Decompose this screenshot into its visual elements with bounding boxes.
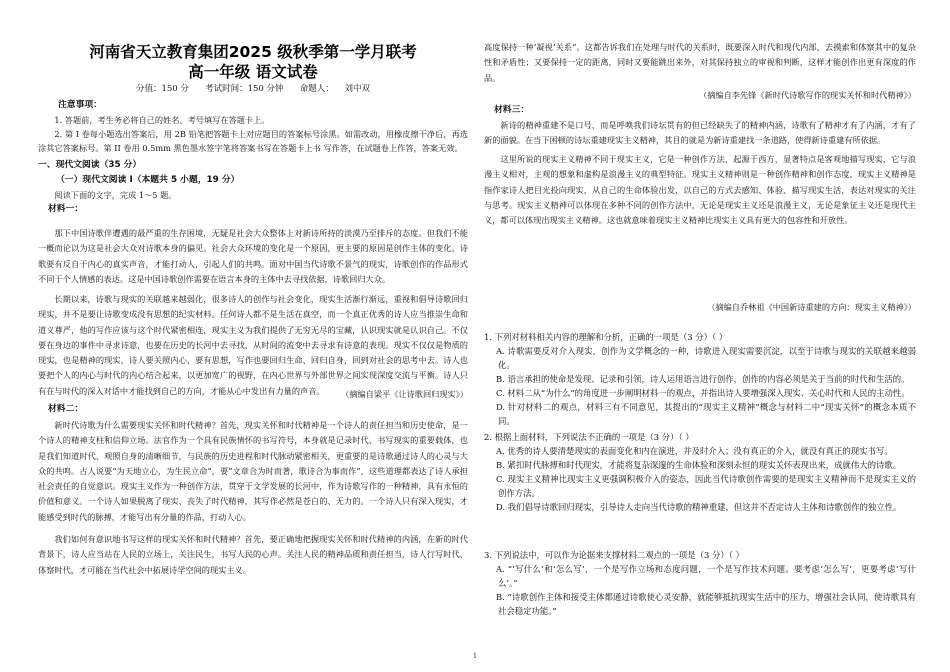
material1-source-block (38, 387, 468, 417)
material2-paragraph: 我们如何有意识地书写这样的现实关怀和时代精神？首先，要正确地把握现实关怀和时代精神的内涵，在新的时代背景下，诗人应当站在人民的立场上，关注民生，书写人民的心声。关注人民的精神品质和责任担当，诗人行写时代、体察时代，才可能在当代社会中拓展诗学空间的现实主义。 (38, 534, 468, 575)
reading-instruction: 阅读下面的文字，完成 1～5 题。 (54, 190, 177, 200)
material1-source: （摘编自梁平《让诗歌回归现实》） (341, 389, 468, 399)
question-3 (484, 548, 916, 618)
material2-continued-text: 高度保持一种‘凝视’关系”。这都告诉我们在处理与时代的关系时，既要深入时代和现代内部，去摸索和体察其中的复杂性和矛盾性；又要保持一定的距离，同时又要能跳出来外，对其保持独立的审视和判断，这样才能创作出更有深度的作品。 (484, 42, 916, 83)
material3-body-2 (484, 152, 916, 298)
material-label: 材料三： (494, 105, 530, 115)
material-label: 材料一： (48, 204, 84, 214)
question-stem: 1. 下列对材料相关内容的理解和分析，正确的一项是（3 分）（ ） (484, 332, 728, 342)
question-stem: 2. 根据上面材料，下列说法不正确的一项是（3 分）（ ） (484, 432, 694, 442)
answer-option[interactable]: B. 紧扣时代脉搏和时代现实，才能将复杂深邃的生命体验和深刻永恒的现实关怀表现出来，成就伟大的诗歌。 (496, 460, 902, 470)
answer-option[interactable]: A. “‘写什么’和‘怎么写’，一个是写作立场和态度问题，一个是写作技术问题。要考虑‘怎么写’，更要考虑‘写什么’。” (496, 564, 916, 588)
answer-option[interactable]: C. 现实主义精神比现实主义更强调积极介入的姿态，因此当代诗歌创作需要的是现实主义精神而不是现实主义的创作方法。 (496, 474, 916, 498)
right-column (484, 0, 916, 672)
question-1 (484, 330, 916, 428)
answer-option[interactable]: D. 我们倡导诗歌回归现实，引导诗人走向当代诗歌的精神重建，但这并不否定诗人主体和诗歌创作的独立性。 (496, 502, 902, 512)
section-heading: 一、现代文阅读（35 分） (38, 160, 142, 170)
material2-source: （摘编自李先锋《新时代诗歌写作的现实关怀和时代精神》） (699, 90, 916, 100)
question-2 (484, 430, 916, 514)
section-heading-block (38, 158, 468, 217)
page-number: 1 (472, 652, 478, 660)
answer-option[interactable]: A. 优秀的诗人要清楚现实的表面变化和内在演进，并及时介入；没有真正的介入，就没有真正的现实书写。 (496, 446, 893, 456)
notice-block (38, 98, 468, 155)
material3-paragraph: 这里所说的现实主义精神不同于现实主义，它是一种创作方法，起源于西方，显著特点是客观地描写现实，它与浪漫主义相对，主观的想象和虚构是浪漫主义的典型特征。现实主义精神则是一种创作精神和创作态度，现实主义精神是指作家诗人把目光投向现实，从自己的生命体验出发，以自己的方式去感知、体验、描写现实生活，表达对现实的关注与思考。现实主义精神可以体现在多种不同的创作方法中，无论是现实主义还是浪漫主义，无论是象征主义还是现代主义，都可以体现出现实主义精神。这也就意味着现实主义精神比现实主义具有更大的包容性和开放性。 (484, 154, 916, 226)
material-label: 材料二： (48, 404, 84, 414)
answer-option[interactable]: D. 针对材料二的观点，材料三有不同意见，其提出的“现实主义精神”概念与材料二中“现实关怀”的概念本质不同。 (496, 402, 916, 426)
exam-subtitle: 高一年级 语文试卷 (188, 63, 318, 81)
answer-option[interactable]: B. 语言承担的使命是发现、记录和引领，诗人运用语言进行创作，创作的内容必须是关于当前的时代和生活的。 (496, 374, 910, 384)
material3-body (484, 118, 916, 149)
material3-source-block (484, 300, 916, 315)
material3-paragraph: 新诗的精神重建不是口号，而是呼唤我们诗坛贯有的但已经缺失了的精神内涵，诗歌有了精神才有了内涵，才有了新的面貌。在当下困顿的诗坛重建现实主义精神，其目的就是为新诗重建找一条道路，使得新诗重建有所依据。 (484, 120, 916, 146)
answer-option[interactable]: C. 材料二从“为什么”的角度进一步阐明材料一的观点，并指出诗人要增强深入现实、关心时代和人民的主动性。 (496, 388, 910, 398)
notice-item: 1. 答题前，考生务必将自己的姓名、考号填写在答题卡上。 (54, 115, 270, 125)
notice-item: 2. 第 I 卷每小题选出答案后，用 2B 铅笔把答题卡上对应题目的答案标号涂黑。如需改动，用橡皮擦干净后，再选涂其它答案标号。第 II 卷用 0.5mm 黑色墨水签字笔将答案书写在答题卡上书 写作答，在试题卷上作答，答案无效。 (38, 129, 468, 153)
material1-paragraph: 长期以来，诗歌与现实的关联越来越弱化，很多诗人的创作与社会变化，现实生活渐行渐远，重视和倡导诗歌回归现实，并不是要让诗歌变成没有思想的纪实材料。任何诗人都不是生活在真空，而一个真正优秀的诗人应当推崇生命和道义尊严，他的写作应该与这个时代紧密相连，现实主义为我们提供了无穷无尽的宝藏，认识现实就是认识自己。不仅要在身边的事件中寻求诗意，也要在历史的长河中去寻找，从时间的流变中去寻求有诗意的表现。现实不仅仅是物质的现实，也是精神的现实，诗人要关照内心，要有思想，写作也要回归生命、回归自身，回到对社会的思考中去。诗人也要把个人的内心与时代的内心结合起来，以更加宽广的视野，在内心世界与外部世界之间实现深度交流与平衡。诗人只有在与时代的深入对话中才能找到自己的方向，才能从心中发出有力量的声音。 (38, 294, 468, 396)
exam-meta: 分值：150 分 考试时间：150 分钟 命题人： 刘中双 (135, 84, 371, 94)
answer-option[interactable]: A. 诗歌需要反对介入现实，创作为文学概念的一种，诗歌进入现实需要沉淀，以至于诗歌与现实的关联越来越弱化。 (496, 346, 916, 370)
material2-paragraph: 新时代诗歌为什么需要现实关怀和时代精神？首先，现实关怀和时代精神是一个诗人的责任担当和历史使命，是一个诗人的精神支柱和信仰立场。法官作为一个具有民族情怀的书写符号，本身就是记录时代、书写现实的重要载体，也是我们知道时代、观照自身的清晰细节，与民族的历史进程和时代脉动紧密相关，更重要的是诗歌通过诗人的心灵与大众的共鸣。古人说要“为天地立心，为生民立命”，要“文章合为时而著，歌诗合为事而作”，这些道理都表达了诗人承担社会责任的自觉意识。现实主义作为一种创作方法，贯穿于文学发展的长河中，作为诗歌写作的一种精神，具有永恒的价值和意义。一个诗人如果脱离了现实、丧失了时代精神，其写作必然是苍白的、无力的。一个诗人只有深入现实，才能感受到时代的脉搏，才能写出有分量的作品，打动人心。 (38, 420, 468, 522)
material2-body-2 (38, 532, 468, 636)
material2-source-block (484, 88, 916, 118)
exam-title: 河南省天立教育集团2025 级秋季第一学月联考 (89, 43, 417, 61)
sub-section-heading: （一）现代文阅读 I（本题共 5 小题，19 分） (56, 175, 240, 185)
answer-option[interactable]: B. “诗歌创作主体和接受主体都通过诗歌使心灵安静，就能够抵抗现实生活中的压力，增强社会认同，使诗歌具有社会稳定功能。” (496, 592, 916, 616)
question-stem: 3. 下列说法中，可以作为论据来支撑材料二观点的一项是（3 分）（ ） (484, 550, 744, 560)
notice-heading: 注意事项： (58, 100, 102, 110)
material2-continuation (484, 40, 916, 86)
material3-source: （摘编自乔林祖《中国新诗重建的方向：现实主义精神》） (707, 302, 916, 312)
left-column (38, 0, 468, 672)
material2-body (38, 418, 468, 526)
material1-paragraph: 那下中国诗歌伴遭遇的最严重的生存困境，无疑是社会大众整体上对新诗所持的淡漠乃至排斥的态度。但我们不能一概而论以为这是社会大众对诗歌本身的偏见。社会大众环境的变化是一个原因，更主要的原因是创作主体的变化。诗歌要有反自于内心的真实声音，才能打动人，引起人们的共鸣。面对中国当代诗歌不景气的现实，诗歌创作的作品形式不同于个人情感的表达。这是中国诗歌创作需要在语言本身的主体中去寻找依据，诗歌回归大众。 (38, 228, 468, 284)
